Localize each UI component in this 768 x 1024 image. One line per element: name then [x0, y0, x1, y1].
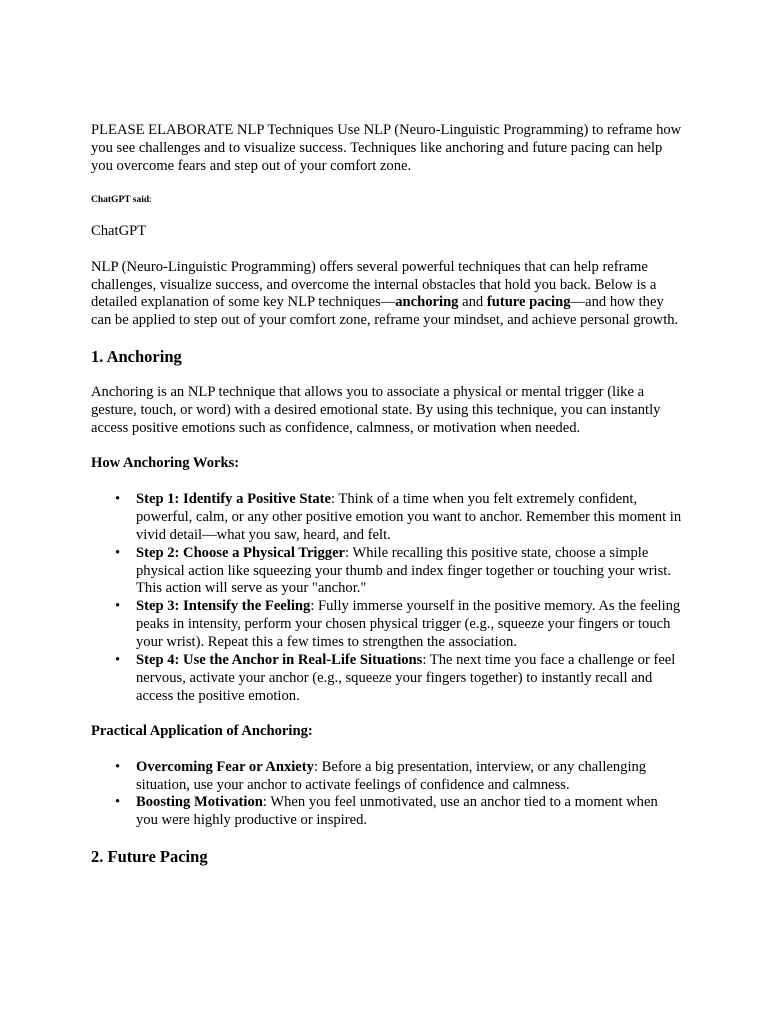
section-heading-future-pacing: 2. Future Pacing — [91, 847, 208, 867]
application-title: Overcoming Fear or Anxiety — [136, 758, 314, 775]
list-item — [115, 794, 683, 830]
speaker-name: ChatGPT said — [91, 194, 150, 205]
application-text: : When you feel unmotivated, use an anchor tied to a moment when you were highly productive or inspired. — [136, 794, 658, 829]
section-heading-anchoring: 1. Anchoring — [91, 347, 182, 367]
document-content — [91, 122, 683, 884]
bullet-marker: • — [115, 758, 121, 775]
step-title: Step 2: Choose a Physical Trigger — [136, 544, 346, 561]
practical-application-heading: Practical Application of Anchoring: — [91, 722, 313, 739]
step-title: Step 3: Intensify the Feeling — [136, 598, 311, 615]
bullet-marker: • — [115, 794, 121, 811]
bullet-marker: • — [115, 544, 121, 561]
step-title: Step 4: Use the Anchor in Real-Life Situations — [136, 652, 423, 669]
bullet-marker: • — [115, 490, 121, 507]
application-text: : Before a big presentation, interview, or any challenging situation, use your anchor to activate feelings of confidence and calmness. — [136, 758, 647, 793]
step-text: : Think of a time when you felt extremely confident, powerful, calm, or any other positive emotion you want to anchor. Remember this moment in vivid detail—what you saw, heard, and felt. — [136, 490, 682, 543]
applications-list — [91, 759, 683, 831]
bullet-marker: • — [115, 652, 121, 669]
list-item — [115, 544, 683, 599]
list-item — [115, 598, 683, 652]
anchoring-paragraph: Anchoring is an NLP technique that allows you to associate a physical or mental trigger (like a gesture, touch, or word) with a desired emotional state. By using this technique, you can instantly access positive emotions such as confidence, calmness, or motivation when needed. — [91, 384, 661, 437]
intro-bold-future-pacing: future pacing — [486, 294, 571, 311]
step-text: : The next time you face a challenge or feel nervous, activate your anchor (e.g., squeeze your fingers together) to instantly recall and access the positive emotion. — [136, 652, 676, 704]
speaker-colon: : — [149, 194, 152, 205]
intro-paragraph — [91, 259, 683, 331]
intro-text-start: NLP (Neuro-Linguistic Programming) offers several powerful techniques that can help reframe challenges, visualize success, and overcome the internal obstacles that hold you back. Below is a detailed explanation of some key NLP techniques— — [91, 258, 657, 311]
intro-bold-anchoring: anchoring — [395, 294, 459, 311]
list-item — [115, 758, 683, 795]
how-anchoring-works-heading: How Anchoring Works: — [91, 454, 240, 471]
step-text: : While recalling this positive state, choose a simple physical action like squeezing your thumb and index finger together or touching your wrist. This action will serve as your "anchor." — [136, 544, 671, 597]
list-item — [115, 652, 683, 706]
bullet-marker: • — [115, 598, 121, 615]
application-title: Boosting Motivation — [136, 794, 263, 811]
step-text: : Fully immerse yourself in the positive memory. As the feeling peaks in intensity, perform your chosen physical trigger (e.g., squeeze your fingers or touch your wrist). Repeat this a few times to strengthen the association. — [136, 598, 681, 651]
author-name: ChatGPT — [91, 222, 147, 239]
intro-text-mid: and — [458, 294, 487, 311]
steps-list — [91, 491, 683, 706]
list-item — [115, 490, 683, 545]
intro-text-end: —and how they can be applied to step out of your comfort zone, reframe your mindset, and achieve personal growth. — [91, 294, 679, 329]
speaker-label — [91, 194, 683, 206]
step-title: Step 1: Identify a Positive State — [136, 490, 331, 507]
user-prompt: PLEASE ELABORATE NLP Techniques Use NLP (Neuro-Linguistic Programming) to reframe how you see challenges and to visualize success. Techniques like anchoring and future pacing can help you overcome fears and step out of your comfort zone. — [91, 122, 682, 174]
